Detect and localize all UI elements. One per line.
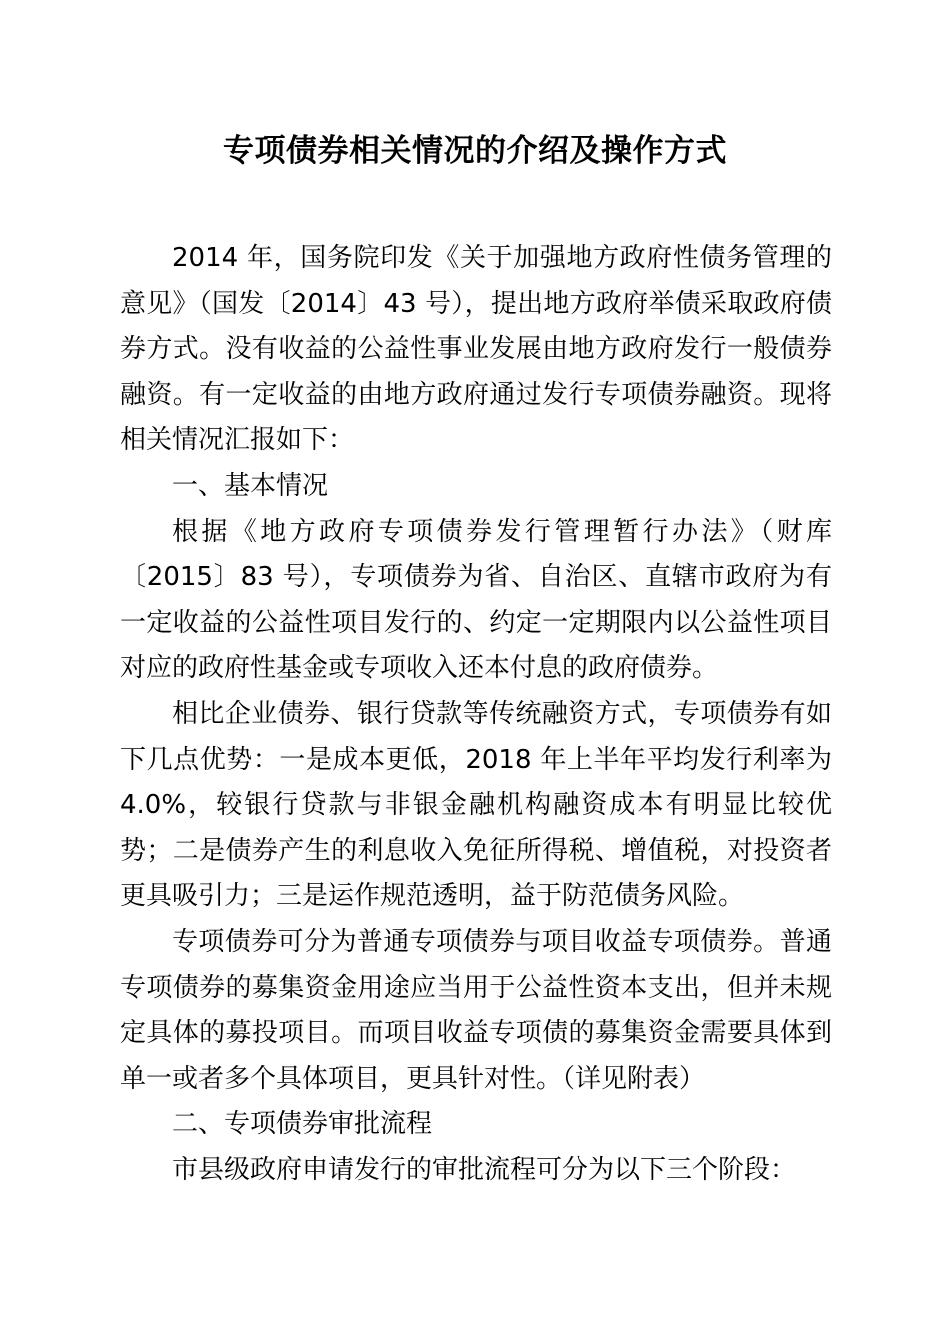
section-heading-basic: 一、基本情况 — [172, 470, 329, 501]
section-heading-approval: 二、专项债券审批流程 — [172, 1109, 433, 1140]
document-title: 专项债券相关情况的介绍及操作方式 — [223, 133, 727, 169]
paragraph-types: 专项债券可分为普通专项债券与项目收益专项债券。普通专项债券的募集资金用途应当用于公益性资本支出，但并未规定具体的募投项目。而项目收益专项债的募集资金需要具体到单一或者多个具体项目，更具针对性。（详见附表） — [120, 926, 832, 1094]
paragraph-approval-stages: 市县级政府申请发行的审批流程可分为以下三个阶段： — [172, 1154, 797, 1185]
document-body — [120, 236, 832, 1193]
paragraph-advantages: 相比企业债券、银行贷款等传统融资方式，专项债券有如下几点优势：一是成本更低，2018 年上半年平均发行利率为 4.0%，较银行贷款与非银金融机构融资成本有明显比较优势；二是债券产生的利息收入免征所得税、增值税，对投资者更具吸引力；三是运作规范透明，益于防范债务风险。 — [120, 698, 832, 912]
paragraph-definition: 根据《地方政府专项债券发行管理暂行办法》（财库〔2015〕83 号），专项债券为省、自治区、直辖市政府为有一定收益的公益性项目发行的、约定一定期限内以公益性项目对应的政府性基金或专项收入还本付息的政府债券。 — [120, 516, 832, 684]
paragraph-intro: 2014 年，国务院印发《关于加强地方政府性债务管理的意见》（国发〔2014〕43 号），提出地方政府举债采取政府债券方式。没有收益的公益性事业发展由地方政府发行一般债券融资。有一定收益的由地方政府通过发行专项债券融资。现将相关情况汇报如下： — [120, 243, 832, 456]
